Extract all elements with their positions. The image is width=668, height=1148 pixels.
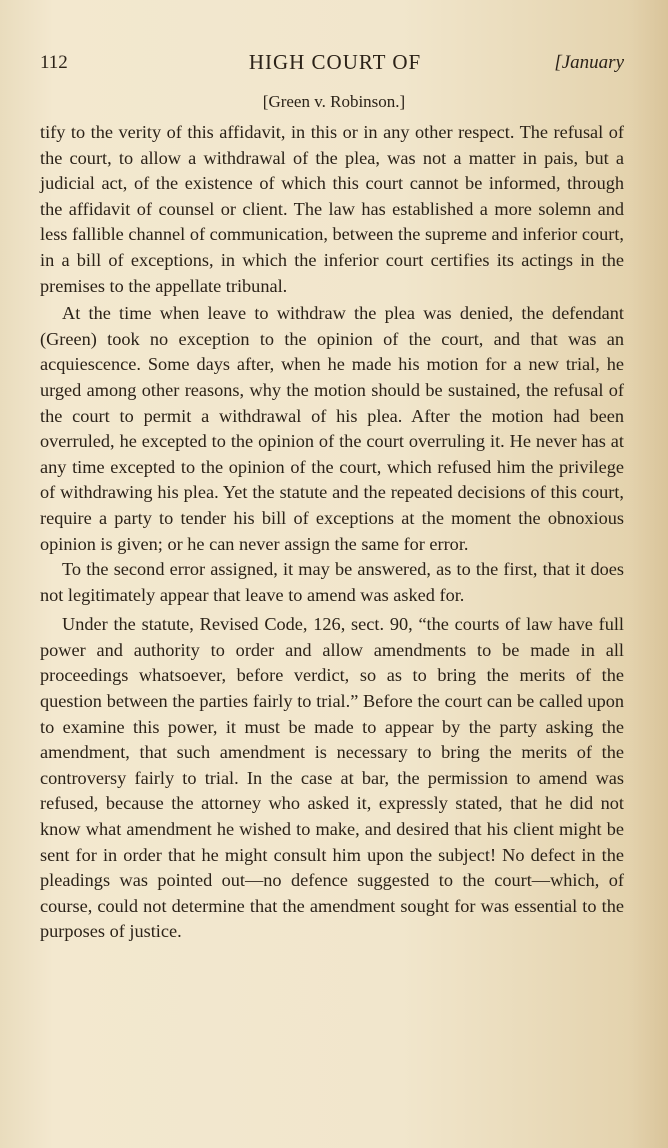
page-number: 112 [40,52,68,73]
running-title: HIGH COURT OF [248,50,422,74]
running-month: [January [554,52,624,73]
body-text [40,120,624,945]
paragraph-acquiescence: At the time when leave to withdraw the plea was denied, the defendant (Green) took no exception to the opinion of the court, and that was an acquiescence. Some days after, when he made his motion for a new trial, he urged among other reasons, why the motion should be sustained, the refusal of the court to permit a withdrawal of his plea. After the motion had been overruled, he excepted to the opinion of the court overruling it. He never has at any time excepted to the opinion of the court, which refused him the privilege of withdrawing his plea. Yet the statute and the repeated decisions of this court, require a party to tender his bill of exceptions at the moment the obnoxious opinion is given; or he can never assign the same for error. [40,303,624,554]
case-title: [Green v. Robinson.] [262,92,406,111]
paragraph-second-error: To the second error assigned, it may be answered, as to the first, that it does not legitimately appear that leave to amend was asked for. [40,559,624,605]
paragraph-continuation: tify to the verity of this affidavit, in this or in any other respect. The refusal of the court, to allow a withdrawal of the plea, was not a matter in pais, but a judicial act, of the existence of which this court cannot be informed, through the affidavit of counsel or client. The law has established a more solemn and less fallible channel of communication, between the supreme and inferior court, in a bill of exceptions, in which the inferior court certifies its actings in the premises to the appellate tribunal. [40,122,624,296]
running-header [40,48,630,82]
paragraph-statute: Under the statute, Revised Code, 126, sect. 90, “the courts of law have full power and authority to order and allow amendments to be made in all proceedings whatsoever, before verdict, so as to bring the merits of the question between the parties fairly to trial.” Before the court can be called upon to examine this power, it must be made to appear by the party asking the amendment, that such amendment is necessary to bring the merits of the controversy fairly to trial. In the case at bar, the permission to amend was refused, because the attorney who asked it, expressly stated, that he did not know what amendment he wished to make, and desired that his client might be sent for in order that he might consult him upon the subject! No defect in the pleadings was pointed out—no defence suggested to the court—which, of course, could not determine that the amendment sought for was essential to the purposes of justice. [40,614,624,942]
